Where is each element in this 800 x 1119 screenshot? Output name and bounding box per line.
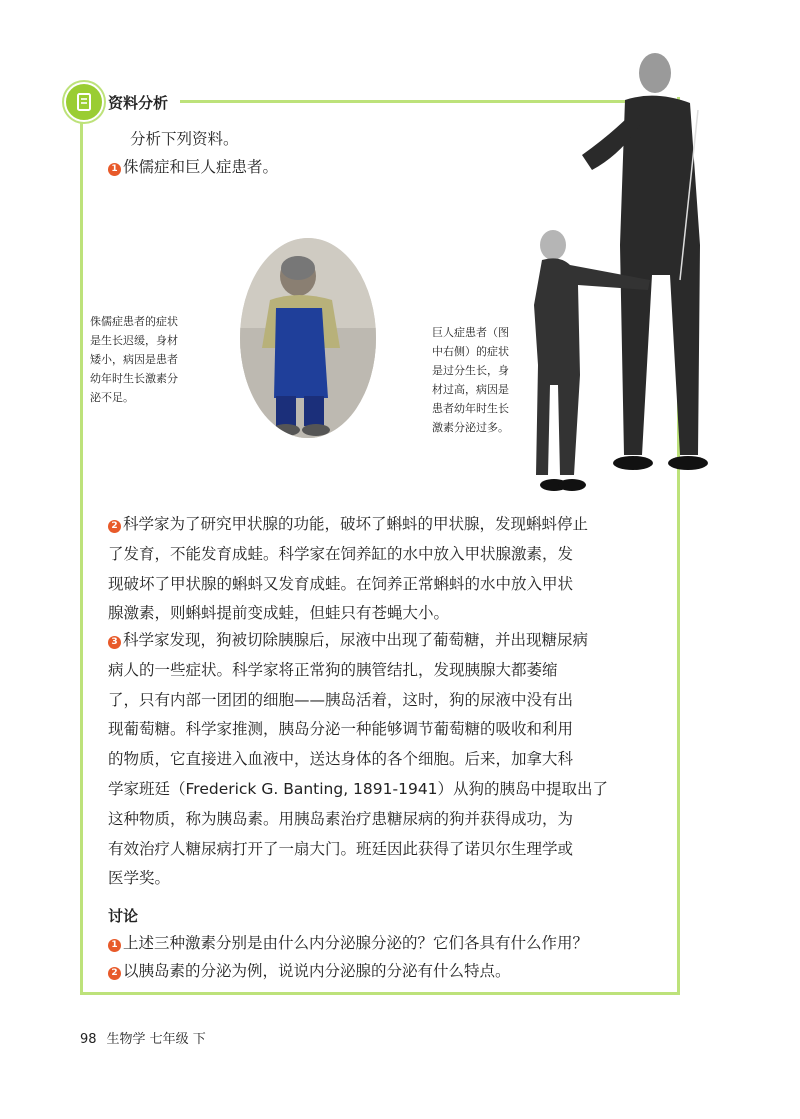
dwarf-caption-line: 是生长迟缓，身材 bbox=[90, 334, 178, 347]
item-1-text: 侏儒症和巨人症患者。 bbox=[123, 158, 279, 176]
document-icon bbox=[73, 91, 95, 113]
item-2-line: 腺激素，则蝌蚪提前变成蛙，但蛙只有苍蝇大小。 bbox=[108, 604, 450, 623]
item-3-line: 这种物质，称为胰岛素。用胰岛素治疗患糖尿病的狗并获得成功，为 bbox=[108, 809, 574, 828]
item-3-line: 医学奖。 bbox=[108, 869, 171, 888]
dwarf-caption-line: 矮小，病因是患者 bbox=[90, 353, 178, 366]
item-1-number: 1 bbox=[108, 163, 121, 176]
giant-caption-line: 材过高，病因是 bbox=[432, 383, 509, 396]
giant-caption-line: 激素分泌过多。 bbox=[432, 421, 509, 434]
dwarf-patient-photo bbox=[240, 238, 376, 438]
discussion-question-2 bbox=[108, 958, 511, 985]
item-3-line: 有效治疗人糖尿病打开了一扇大门。班廷因此获得了诺贝尔生理学或 bbox=[108, 839, 574, 858]
discussion-question-1 bbox=[108, 930, 588, 957]
item-3-line: 病人的一些症状。科学家将正常狗的胰管结扎，发现胰腺大都萎缩 bbox=[108, 660, 558, 679]
analysis-badge-icon bbox=[64, 82, 104, 122]
item-3-line: 现葡萄糖。科学家推测，胰岛分泌一种能够调节葡萄糖的吸收和利用 bbox=[108, 720, 574, 739]
giant-caption-line: 患者幼年时生长 bbox=[432, 402, 509, 415]
giant-caption-line: 巨人症患者（图 bbox=[432, 326, 509, 339]
dwarf-caption-line: 幼年时生长激素分 bbox=[90, 372, 178, 385]
item-1 bbox=[108, 154, 278, 181]
page-footer bbox=[80, 1028, 206, 1047]
item-3-line: 的物质，它直接进入血液中，送达身体的各个细胞。后来，加拿大科 bbox=[108, 750, 574, 769]
item-3-line: 科学家发现，狗被切除胰腺后，尿液中出现了葡萄糖，并出现糖尿病 bbox=[123, 631, 589, 649]
question-2-text: 以胰岛素的分泌为例，说说内分泌腺的分泌有什么特点。 bbox=[123, 962, 511, 980]
intro-text: 分析下列资料。 bbox=[130, 130, 239, 148]
item-2-number: 2 bbox=[108, 520, 121, 533]
discussion-title: 讨论 bbox=[108, 907, 139, 925]
item-2-paragraph bbox=[108, 510, 674, 629]
item-3-paragraph bbox=[108, 626, 674, 894]
item-3-line: 学家班廷（Frederick G. Banting, 1891-1941）从狗的胰岛中提取出了 bbox=[108, 779, 609, 798]
item-2-line: 科学家为了研究甲状腺的功能，破坏了蝌蚪的甲状腺，发现蝌蚪停止 bbox=[123, 515, 589, 533]
page-number: 98 bbox=[80, 1032, 97, 1047]
dwarf-caption-line: 泌不足。 bbox=[90, 391, 134, 404]
giant-caption-line: 是过分生长，身 bbox=[432, 364, 509, 377]
item-3-number: 3 bbox=[108, 636, 121, 649]
giant-caption-line: 中右侧）的症状 bbox=[432, 345, 509, 358]
item-2-line: 了发育，不能发育成蛙。科学家在饲养缸的水中放入甲状腺激素，发 bbox=[108, 544, 574, 563]
question-1-text: 上述三种激素分别是由什么内分泌腺分泌的？它们各具有什么作用？ bbox=[123, 934, 589, 952]
giant-patient-photo bbox=[530, 45, 730, 505]
question-1-number: 1 bbox=[108, 939, 121, 952]
dwarf-caption bbox=[90, 312, 230, 407]
item-3-line: 了，只有内部一团团的细胞——胰岛活着，这时，狗的尿液中没有出 bbox=[108, 690, 574, 709]
section-title: 资料分析 bbox=[108, 94, 169, 112]
dwarf-caption-line: 侏儒症患者的症状 bbox=[90, 315, 178, 328]
question-2-number: 2 bbox=[108, 967, 121, 980]
book-title: 生物学 七年级 下 bbox=[106, 1032, 206, 1047]
item-2-line: 现破坏了甲状腺的蝌蚪又发育成蛙。在饲养正常蝌蚪的水中放入甲状 bbox=[108, 574, 574, 593]
